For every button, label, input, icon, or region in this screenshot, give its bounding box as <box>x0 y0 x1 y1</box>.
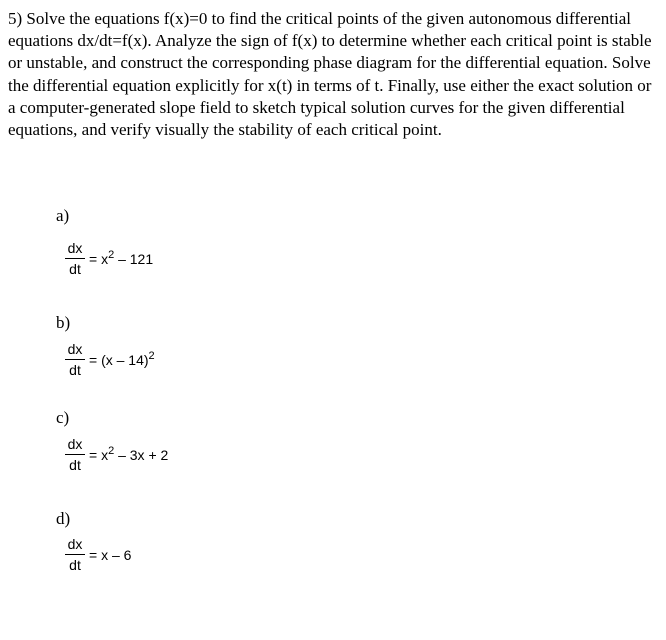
part-a-derivative <box>64 240 86 277</box>
part-c-equation <box>64 436 168 473</box>
part-c-derivative <box>64 436 86 473</box>
part-b-label: b) <box>56 313 71 332</box>
part-a-rhs: = $x^2 - 121$ <box>89 248 154 267</box>
part-b-denominator: dt <box>69 362 81 378</box>
part-d-rhs: = x – 6 <box>89 546 132 563</box>
part-d-label: d) <box>56 509 71 528</box>
part-c-denominator: dt <box>69 457 81 473</box>
part-a-numerator: dx <box>67 240 83 256</box>
part-b-equation <box>64 341 155 378</box>
part-c-rhs: = $x^2 - 3x + 2$ <box>89 444 169 463</box>
part-d-equation <box>64 536 131 573</box>
part-b-numerator: dx <box>67 341 83 357</box>
part-c-numerator: dx <box>67 436 83 452</box>
part-a-label: a) <box>56 206 70 225</box>
part-a-denominator: dt <box>69 261 81 277</box>
part-b-derivative <box>64 341 86 378</box>
part-b-rhs: = (x – 14)$^2$ <box>89 349 155 368</box>
part-d-numerator: dx <box>67 536 83 552</box>
problem-statement: 5) Solve the equations f(x)=0 to find the critical points of the given autonomous differential equations dx/dt=f(x). Analyze the sign of f(x) to determine whether each critical point is stable or unstable, and construct the corresponding phase diagram for the differential equation. Solve the differential equation explicitly for x(t) in terms of t. Finally, use either the exact solution or a computer-generated slope field to sketch typical solution curves for the given differential equations, and verify visually the stability of each critical point. <box>8 9 652 140</box>
part-c-label: c) <box>56 408 70 427</box>
part-a-equation <box>64 240 153 277</box>
part-d-denominator: dt <box>69 557 81 573</box>
part-d-derivative <box>64 536 86 573</box>
